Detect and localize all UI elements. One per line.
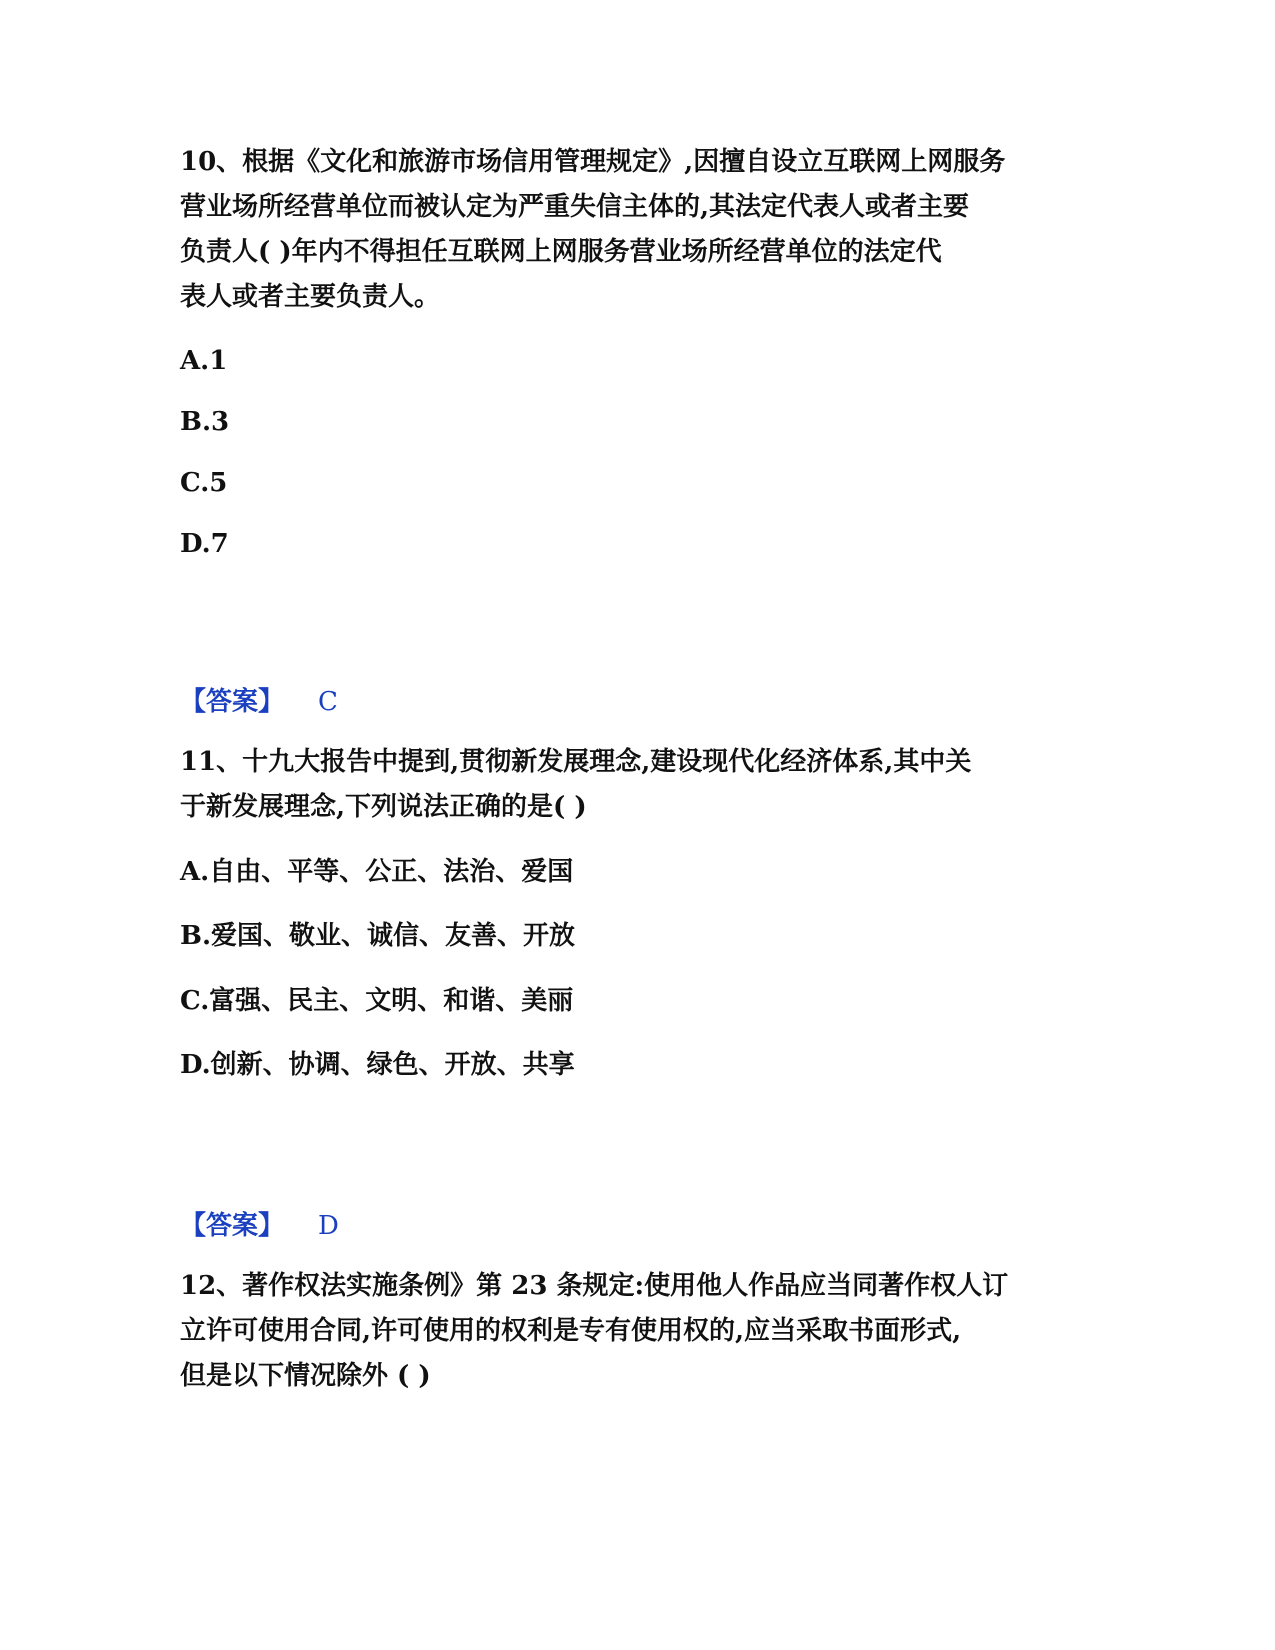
q10-option-c: C.5 xyxy=(180,468,228,498)
q10-option-b: B.3 xyxy=(180,407,230,437)
q11-answer xyxy=(180,1210,339,1242)
q11-option-a: A.自由、平等、公正、法治、爱国 xyxy=(180,857,574,887)
q10-option-a: A.1 xyxy=(180,346,228,376)
q11-option-c: C.富强、民主、文明、和谐、美丽 xyxy=(180,986,574,1016)
question-line: 但是以下情况除外 ( ) xyxy=(180,1361,431,1391)
question-line: 于新发展理念,下列说法正确的是( ) xyxy=(180,792,587,822)
answer-value: C xyxy=(318,687,338,717)
answer-label: 【答案】 xyxy=(180,687,285,717)
question-line: 立许可使用合同,许可使用的权利是专有使用权的,应当采取书面形式, xyxy=(180,1316,962,1346)
question-line: 负责人( )年内不得担任互联网上网服务营业场所经营单位的法定代 xyxy=(180,237,942,267)
question-line: 表人或者主要负责人。 xyxy=(180,282,441,312)
answer-label: 【答案】 xyxy=(180,1211,285,1241)
question-line: 12、著作权法实施条例》第 23 条规定:使用他人作品应当同著作权人订 xyxy=(180,1271,1009,1301)
question-line: 营业场所经营单位而被认定为严重失信主体的,其法定代表人或者主要 xyxy=(180,192,970,222)
q10-option-d: D.7 xyxy=(180,529,229,559)
q11-option-b: B.爱国、敬业、诚信、友善、开放 xyxy=(180,921,576,951)
question-10 xyxy=(180,140,1080,320)
question-12 xyxy=(180,1264,1080,1399)
q11-option-d: D.创新、协调、绿色、开放、共享 xyxy=(180,1050,575,1080)
question-11 xyxy=(180,740,1080,830)
q10-answer xyxy=(180,686,338,718)
question-line: 11、十九大报告中提到,贯彻新发展理念,建设现代化经济体系,其中关 xyxy=(180,747,972,777)
question-line: 10、根据《文化和旅游市场信用管理规定》,因擅自设立互联网上网服务 xyxy=(180,147,1006,177)
answer-value: D xyxy=(318,1211,339,1241)
